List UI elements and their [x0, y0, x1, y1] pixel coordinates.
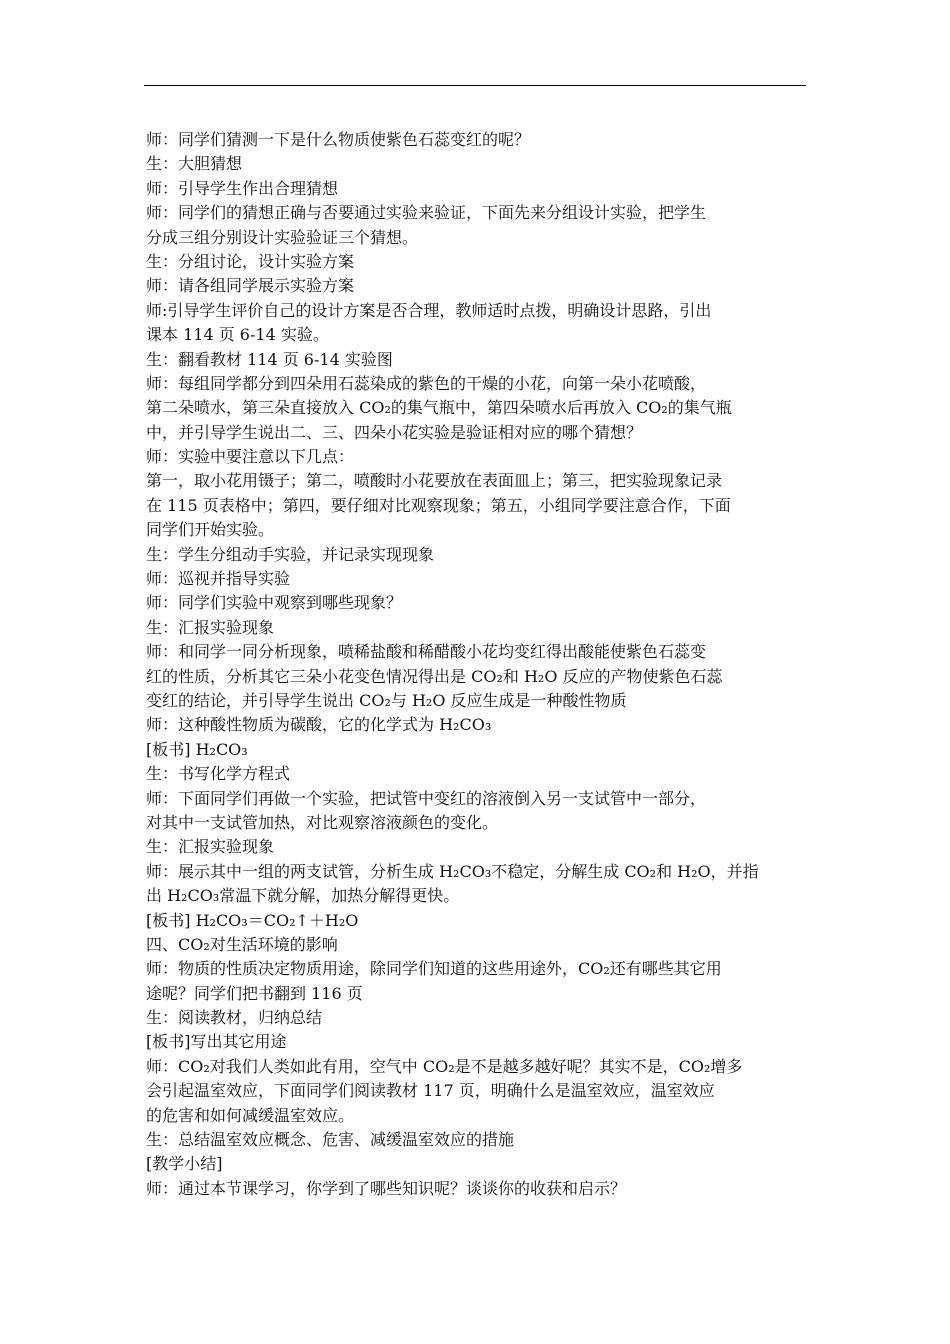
text-line: 途呢？同学们把书翻到 116 页 — [146, 983, 363, 1003]
text-line: 出 H₂CO₃常温下就分解，加热分解得更快。 — [146, 886, 460, 906]
text-line: 师：同学们的猜想正确与否要通过实验来验证，下面先来分组设计实验，把学生 — [146, 203, 707, 223]
text-line: 生：学生分组动手实验，并记录实现现象 — [146, 544, 435, 564]
text-line: 生：汇报实验现象 — [146, 837, 275, 857]
text-line: 生：阅读教材，归纳总结 — [146, 1008, 323, 1028]
text-line: 师：实验中要注意以下几点： — [146, 447, 355, 467]
document-body — [146, 128, 814, 1201]
text-line: 师：展示其中一组的两支试管，分析生成 H₂CO₃不稳定，分解生成 CO₂和 H₂O，并指 — [146, 861, 759, 881]
text-line: 中，并引导学生说出二、三、四朵小花实验是验证相对应的哪个猜想？ — [146, 422, 643, 442]
text-line: 师：每组同学都分到四朵用石蕊染成的紫色的干燥的小花，向第一朵小花喷酸， — [146, 373, 707, 393]
text-line: 对其中一支试管加热，对比观察溶液颜色的变化。 — [146, 812, 499, 832]
text-line: 师：物质的性质决定物质用途，除同学们知道的这些用途外，CO₂还有哪些其它用 — [146, 959, 722, 979]
text-line: 师：这种酸性物质为碳酸，它的化学式为 H₂CO₃ — [146, 715, 492, 735]
text-line: 生：大胆猜想 — [146, 154, 243, 174]
text-line: 同学们开始实验。 — [146, 520, 275, 540]
text-line: 师：请各组同学展示实验方案 — [146, 276, 355, 296]
text-line: [板书]写出其它用途 — [146, 1032, 287, 1052]
text-line: 师：和同学一同分析现象，喷稀盐酸和稀醋酸小花均变红得出酸能使紫色石蕊变 — [146, 642, 707, 662]
text-line: 生：分组讨论，设计实验方案 — [146, 251, 355, 271]
text-line: [板书] H₂CO₃＝CO₂↑＋H₂O — [146, 910, 359, 930]
section-heading: 四、CO₂对生活环境的影响 — [146, 934, 338, 954]
text-line: 师：同学们猜测一下是什么物质使紫色石蕊变红的呢？ — [146, 130, 531, 149]
text-line: 生：翻看教材 114 页 6-14 实验图 — [146, 349, 393, 369]
text-line: 师：引导学生作出合理猜想 — [146, 178, 339, 198]
text-line: [板书] H₂CO₃ — [146, 739, 248, 759]
text-line: 会引起温室效应，下面同学们阅读教材 117 页，明确什么是温室效应，温室效应 — [146, 1081, 715, 1101]
text-line: 生：总结温室效应概念、危害、减缓温室效应的措施 — [146, 1130, 515, 1150]
text-line: 第一，取小花用镊子；第二，喷酸时小花要放在表面皿上；第三，把实验现象记录 — [146, 471, 723, 491]
text-line: 变红的结论，并引导学生说出 CO₂与 H₂O 反应生成是一种酸性物质 — [146, 690, 627, 710]
text-line: 生：汇报实验现象 — [146, 617, 275, 637]
text-line: 分成三组分别设计实验验证三个猜想。 — [146, 227, 419, 247]
text-line: 师：通过本节课学习，你学到了哪些知识呢？谈谈你的收获和启示？ — [146, 1178, 627, 1198]
text-line: 师:引导学生评价自己的设计方案是否合理，教师适时点拨，明确设计思路，引出 — [146, 300, 712, 320]
text-line: 师：CO₂对我们人类如此有用，空气中 CO₂是不是越多越好呢？其实不是，CO₂增多 — [146, 1056, 743, 1076]
text-line: 的危害和如何减缓温室效应。 — [146, 1105, 355, 1125]
text-line: 师：巡视并指导实验 — [146, 569, 291, 589]
text-line: 第二朵喷水，第三朵直接放入 CO₂的集气瓶中，第四朵喷水后再放入 CO₂的集气瓶 — [146, 398, 732, 418]
header-rule — [144, 85, 806, 86]
text-line: 师：下面同学们再做一个实验，把试管中变红的溶液倒入另一支试管中一部分， — [146, 788, 707, 808]
text-line: 课本 114 页 6-14 实验。 — [146, 325, 329, 345]
text-line: 在 115 页表格中；第四，要仔细对比观察现象；第五，小组同学要注意合作，下面 — [146, 495, 731, 515]
text-line: 生：书写化学方程式 — [146, 764, 291, 784]
text-line: [教学小结] — [146, 1154, 223, 1174]
text-line: 师：同学们实验中观察到哪些现象？ — [146, 593, 403, 613]
text-line: 红的性质，分析其它三朵小花变色情况得出是 CO₂和 H₂O 反应的产物使紫色石蕊 — [146, 666, 723, 686]
